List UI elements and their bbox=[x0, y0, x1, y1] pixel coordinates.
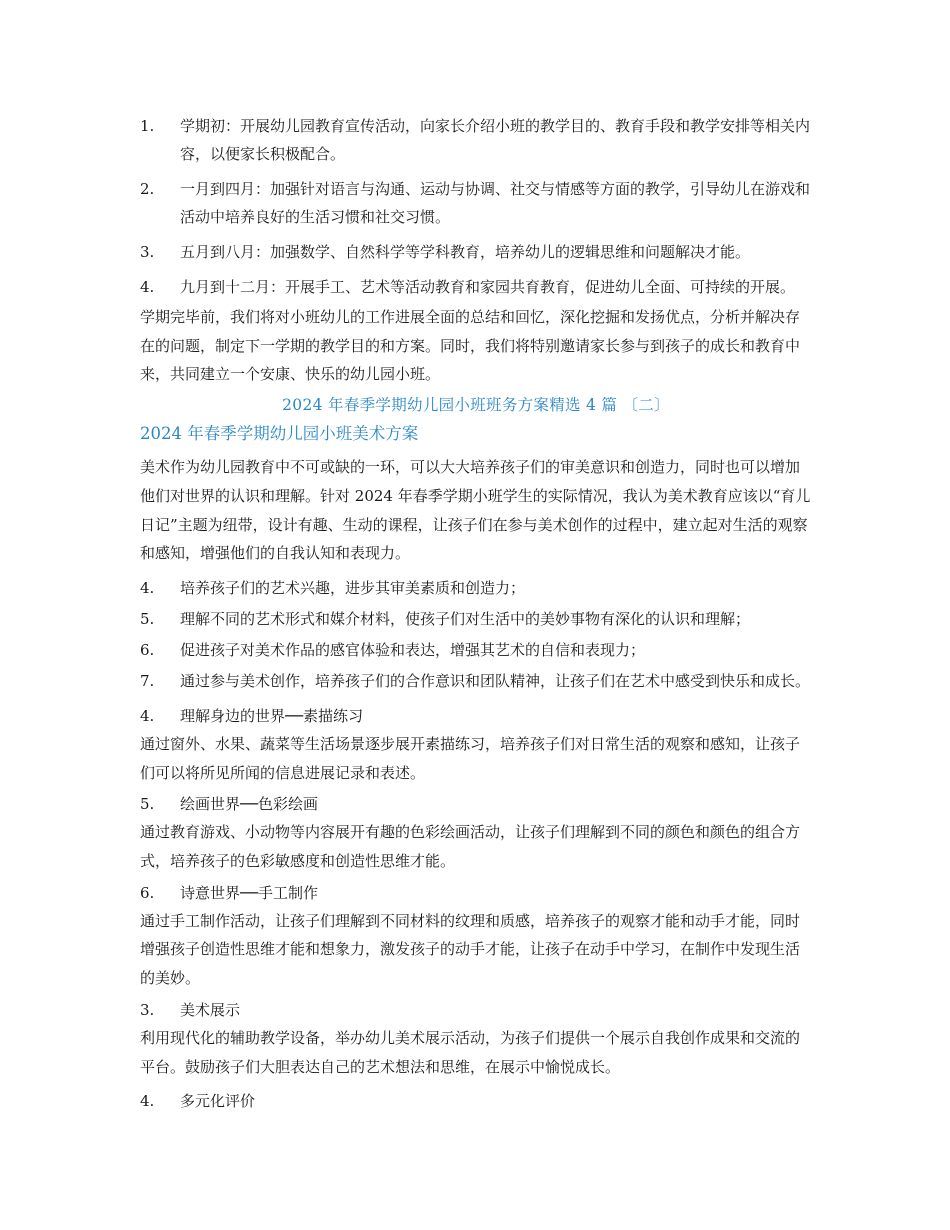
section-title: 美术展示 bbox=[180, 1000, 241, 1019]
section-paragraph: 通过手工制作活动，让孩子们理解到不同材料的纹理和质感，培养孩子的观察才能和动手才能，同时增强孩子创造性思维才能和想象力，激发孩子的动手才能，让孩子在动手中学习，在制作中发现生活的美妙。 bbox=[140, 911, 801, 988]
section-title: 多元化评价 bbox=[180, 1092, 256, 1111]
activity-section bbox=[140, 790, 812, 875]
list-number: 5. bbox=[140, 795, 155, 814]
list-number: 7. bbox=[140, 671, 155, 690]
list-item bbox=[140, 574, 812, 602]
list-item bbox=[140, 112, 812, 168]
schedule-list bbox=[140, 112, 812, 301]
list-text: 通过参与美术创作，培养孩子们的合作意识和团队精神，让孩子们在艺术中感受到快乐和成长。 bbox=[180, 671, 811, 690]
section-title-row bbox=[140, 879, 812, 907]
list-number: 3. bbox=[140, 243, 155, 261]
activity-section bbox=[140, 996, 812, 1081]
list-number: 6. bbox=[140, 640, 155, 659]
activity-section bbox=[140, 702, 812, 787]
list-number: 3. bbox=[140, 1000, 155, 1019]
section-title-row bbox=[140, 702, 812, 730]
intro-paragraph: 美术作为幼儿园教育中不可或缺的一环，可以大大培养孩子们的审美意识和创造力，同时也可以增加他们对世界的认识和理解。针对 2024 年春季学期小班学生的实际情况，我认为美术教育应该以“育儿日记”主题为纽带，设计有趣、生动的课程，让孩子们在参与美术创作的过程中，建立起对生活的观察和感知，增强他们的自我认知和表现力。 bbox=[140, 458, 811, 563]
section-title: 诗意世界──手工制作 bbox=[180, 883, 319, 902]
list-text: 促进孩子对美术作品的感官体验和表达，增强其艺术的自信和表现力； bbox=[180, 640, 646, 659]
summary-paragraph: 学期完毕前，我们将对小班幼儿的工作进展全面的总结和回忆，深化挖掘和发扬优点，分析并解决存在的问题，制定下一学期的教学目的和方案。同时，我们将特别邀请家长参与到孩子的成长和教育中来，共同建立一个安康、快乐的幼儿园小班。 bbox=[140, 308, 801, 384]
list-text: 一月到四月：加强针对语言与沟通、运动与协调、社交与情感等方面的教学，引导幼儿在游戏和活动中培养良好的生活习惯和社交习惯。 bbox=[180, 180, 811, 226]
section-title-row bbox=[140, 996, 812, 1024]
section-paragraph: 通过教育游戏、小动物等内容展开有趣的色彩绘画活动，让孩子们理解到不同的颜色和颜色的组合方式，培养孩子的色彩敏感度和创造性思维才能。 bbox=[140, 823, 801, 871]
document-page bbox=[140, 112, 812, 1115]
activity-section bbox=[140, 879, 812, 993]
list-number: 4. bbox=[140, 706, 155, 725]
section-title: 理解身边的世界──素描练习 bbox=[180, 706, 364, 725]
list-text: 五月到八月：加强数学、自然科学等学科教育，培养幼儿的逻辑思维和问题解决才能。 bbox=[180, 243, 751, 261]
section-heading: 2024 年春季学期幼儿园小班班务方案精选 4 篇 〔二〕 bbox=[282, 396, 670, 415]
list-number: 5. bbox=[140, 609, 155, 628]
section-title-row bbox=[140, 790, 812, 818]
list-number: 4. bbox=[140, 278, 155, 296]
list-item bbox=[140, 605, 812, 633]
list-item bbox=[140, 238, 812, 266]
list-text: 学期初：开展幼儿园教育宣传活动，向家长介绍小班的教学目的、教育手段和教学安排等相关内容，以便家长积极配合。 bbox=[180, 117, 811, 163]
list-item bbox=[140, 636, 812, 664]
goals-list bbox=[140, 574, 812, 695]
list-number: 6. bbox=[140, 883, 155, 902]
list-item bbox=[140, 667, 812, 695]
list-text: 理解不同的艺术形式和媒介材料，使孩子们对生活中的美妙事物有深化的认识和理解； bbox=[180, 609, 751, 628]
section-title-row bbox=[140, 1087, 812, 1115]
section-paragraph: 通过窗外、水果、蔬菜等生活场景逐步展开素描练习，培养孩子们对日常生活的观察和感知，让孩子们可以将所见所闻的信息进展记录和表述。 bbox=[140, 734, 801, 782]
section-title: 绘画世界──色彩绘画 bbox=[180, 795, 319, 814]
plan-title: 2024 年春季学期幼儿园小班美术方案 bbox=[140, 424, 419, 444]
list-number: 2. bbox=[140, 180, 155, 198]
list-number: 1. bbox=[140, 117, 155, 135]
list-item bbox=[140, 175, 812, 231]
section-paragraph: 利用现代化的辅助教学设备，举办幼儿美术展示活动，为孩子们提供一个展示自我创作成果和交流的平台。鼓励孩子们大胆表达自己的艺术想法和思维，在展示中愉悦成长。 bbox=[140, 1028, 801, 1076]
list-number: 4. bbox=[140, 1092, 155, 1111]
list-text: 培养孩子们的艺术兴趣，进步其审美素质和创造力； bbox=[180, 578, 526, 597]
list-item bbox=[140, 273, 812, 301]
list-text: 九月到十二月：开展手工、艺术等活动教育和家园共育教育，促进幼儿全面、可持续的开展。 bbox=[180, 278, 796, 296]
list-number: 4. bbox=[140, 578, 155, 597]
